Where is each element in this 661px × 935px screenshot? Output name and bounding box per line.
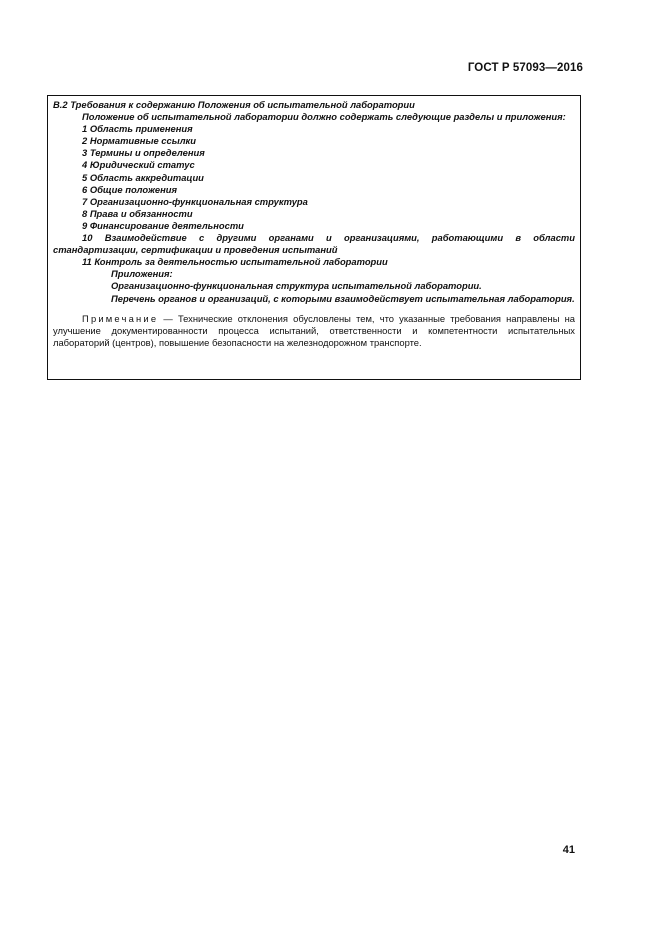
section-heading: В.2 Требования к содержанию Положения об испытательной лаборатории	[53, 99, 415, 110]
list-item: 4 Юридический статус	[82, 159, 195, 171]
list-item: 9 Финансирование деятельности	[82, 219, 244, 231]
appendix-item: Перечень органов и организаций, с которыми взаимодействует испытательная лаборатория.	[111, 292, 575, 304]
list-item: 1 Область применения	[82, 123, 193, 135]
list-item: 6 Общие положения	[82, 183, 178, 195]
note-label: Примечание	[82, 312, 159, 324]
list-item: 8 Права и обязанности	[82, 207, 193, 219]
list-item: 11 Контроль за деятельностью испытательной лаборатории	[82, 256, 388, 268]
list-item: 10 Взаимодействие с другими органами и организациями, работающими в области стандартизации, сертификации и проведения испытаний	[53, 232, 575, 256]
note-paragraph	[53, 313, 575, 350]
appendix-item: Организационно-функциональная структура испытательной лаборатории.	[111, 280, 482, 292]
page-number: 41	[562, 844, 575, 856]
list-item: 5 Область аккредитации	[82, 171, 204, 183]
section-intro: Положение об испытательной лаборатории должно содержать следующие разделы и приложения:	[82, 111, 566, 123]
list-item: 2 Нормативные ссылки	[82, 135, 197, 147]
requirements-box	[47, 95, 581, 380]
document-code: ГОСТ Р 57093—2016	[467, 62, 583, 74]
list-item: 7 Организационно-функциональная структура	[82, 195, 308, 207]
note-text: — Технические отклонения обусловлены тем, что указанные требования направлены на улучшение документированности процесса испытаний, ответственности и компетентности испытательных лабораторий (центров), повышение безопасности на железнодорожном транспорте.	[53, 312, 575, 349]
list-item: 3 Термины и определения	[82, 147, 205, 159]
appendix-label: Приложения:	[111, 268, 173, 280]
